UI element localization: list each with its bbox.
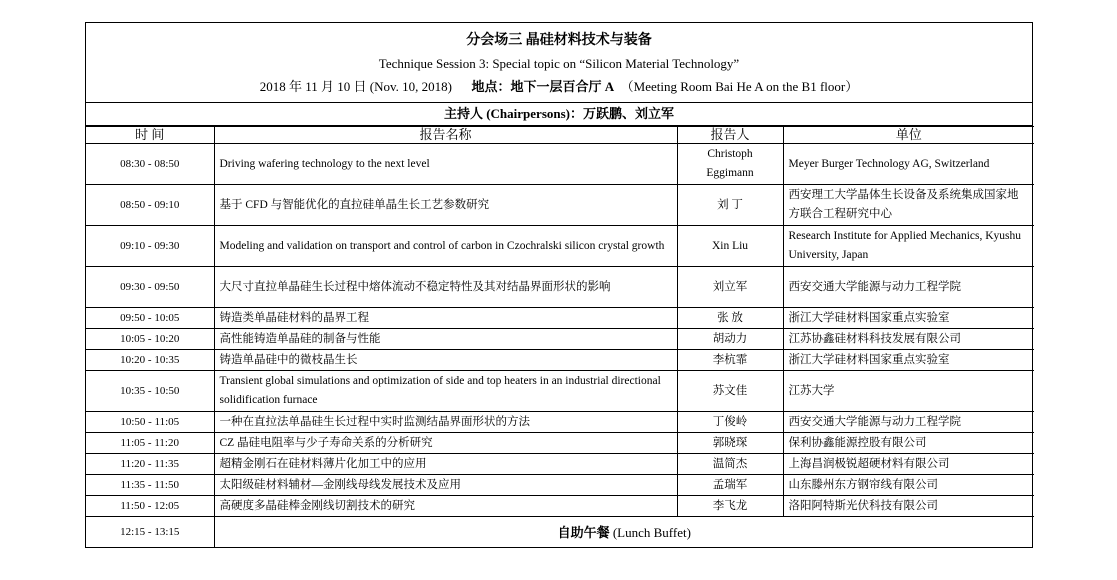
row-time: 10:05 - 10:20 [86, 329, 214, 350]
row-title: 高性能铸造单晶硅的制备与性能 [214, 329, 677, 350]
table-row [86, 350, 1034, 371]
table-row [86, 454, 1034, 475]
chairpersons [86, 103, 1032, 126]
row-title: 一种在直拉法单晶硅生长过程中实时监测结晶界面形状的方法 [214, 412, 677, 433]
table-row [86, 412, 1034, 433]
lunch-label-zh: 自助午餐 [557, 524, 610, 540]
row-affiliation: 江苏大学 [783, 371, 1034, 412]
row-time: 11:35 - 11:50 [86, 475, 214, 496]
session-location-label: 地点：地下一层百合厅 A [471, 79, 615, 94]
row-title: Driving wafering technology to the next level [214, 144, 677, 185]
row-title: 铸造单晶硅中的微枝晶生长 [214, 350, 677, 371]
row-speaker: 郭晓琛 [677, 433, 783, 454]
row-speaker: 孟瑞军 [677, 475, 783, 496]
row-speaker: 胡动力 [677, 329, 783, 350]
row-title: Modeling and validation on transport and control of carbon in Czochralski silicon crystal growth [214, 226, 677, 267]
row-speaker: 张 放 [677, 308, 783, 329]
row-speaker: 刘 丁 [677, 185, 783, 226]
row-affiliation: 保利协鑫能源控股有限公司 [783, 433, 1034, 454]
lunch-time: 12:15 - 13:15 [86, 517, 214, 548]
row-speaker: 李飞龙 [677, 496, 783, 517]
row-affiliation: 洛阳阿特斯光伏科技有限公司 [783, 496, 1034, 517]
table-row [86, 329, 1034, 350]
row-time: 11:05 - 11:20 [86, 433, 214, 454]
col-header-affiliation: 单位 [783, 127, 1034, 144]
row-affiliation: 西安交通大学能源与动力工程学院 [783, 267, 1034, 308]
session-title-en: Technique Session 3: Special topic on “Silicon Material Technology” [378, 56, 740, 71]
session-title-zh: 分会场三 晶硅材料技术与装备 [466, 33, 652, 48]
row-speaker: 苏文佳 [677, 371, 783, 412]
row-affiliation: 上海昌润极锐超硬材料有限公司 [783, 454, 1034, 475]
row-affiliation: 浙江大学硅材料国家重点实验室 [783, 350, 1034, 371]
row-affiliation: 江苏协鑫硅材料科技发展有限公司 [783, 329, 1034, 350]
row-time: 09:30 - 09:50 [86, 267, 214, 308]
row-time: 08:30 - 08:50 [86, 144, 214, 185]
col-header-title: 报告名称 [214, 127, 677, 144]
row-title: 大尺寸直拉单晶硅生长过程中熔体流动不稳定特性及其对结晶界面形状的影响 [214, 267, 677, 308]
table-header-row [86, 127, 1034, 144]
row-affiliation: Research Institute for Applied Mechanics, Kyushu University, Japan [783, 226, 1034, 267]
row-speaker: Christoph Eggimann [677, 144, 783, 185]
schedule-table [86, 126, 1034, 547]
row-title: 高硬度多晶硅棒金刚线切割技术的研究 [214, 496, 677, 517]
session-date-location [86, 75, 1032, 98]
row-affiliation: 浙江大学硅材料国家重点实验室 [783, 308, 1034, 329]
row-speaker: Xin Liu [677, 226, 783, 267]
table-row [86, 433, 1034, 454]
row-title: Transient global simulations and optimization of side and top heaters in an industrial directional solidification furnace [214, 371, 677, 412]
table-row [86, 496, 1034, 517]
col-header-time: 时 间 [86, 127, 214, 144]
lunch-label [214, 517, 1034, 548]
col-header-speaker: 报告人 [677, 127, 783, 144]
chairpersons-names: 万跃鹏、刘立军 [583, 106, 675, 121]
table-row [86, 185, 1034, 226]
table-row [86, 475, 1034, 496]
row-speaker: 李杭霏 [677, 350, 783, 371]
session-location-en: （Meeting Room Bai He A on the B1 floor） [620, 79, 859, 94]
table-row [86, 371, 1034, 412]
row-affiliation: 山东滕州东方钢帘线有限公司 [783, 475, 1034, 496]
table-row [86, 308, 1034, 329]
program-sheet [85, 22, 1033, 548]
chairpersons-label: 主持人 (Chairpersons)： [443, 106, 583, 121]
row-title: 铸造类单晶硅材料的晶界工程 [214, 308, 677, 329]
row-title: 超精金刚石在硅材料薄片化加工中的应用 [214, 454, 677, 475]
row-title: 太阳级硅材料辅材—金刚线母线发展技术及应用 [214, 475, 677, 496]
table-row [86, 226, 1034, 267]
row-title: 基于 CFD 与智能优化的直拉硅单晶生长工艺参数研究 [214, 185, 677, 226]
table-row [86, 267, 1034, 308]
row-affiliation: Meyer Burger Technology AG, Switzerland [783, 144, 1034, 185]
row-time: 10:20 - 10:35 [86, 350, 214, 371]
row-speaker: 丁俊岭 [677, 412, 783, 433]
row-time: 09:50 - 10:05 [86, 308, 214, 329]
row-time: 09:10 - 09:30 [86, 226, 214, 267]
row-affiliation: 西安交通大学能源与动力工程学院 [783, 412, 1034, 433]
row-affiliation: 西安理工大学晶体生长设备及系统集成国家地方联合工程研究中心 [783, 185, 1034, 226]
row-time: 08:50 - 09:10 [86, 185, 214, 226]
lunch-row [86, 517, 1034, 548]
row-title: CZ 晶硅电阻率与少子寿命关系的分析研究 [214, 433, 677, 454]
row-time: 11:50 - 12:05 [86, 496, 214, 517]
row-speaker: 刘立军 [677, 267, 783, 308]
row-speaker: 温简杰 [677, 454, 783, 475]
table-row [86, 144, 1034, 185]
session-date: 2018 年 11 月 10 日 (Nov. 10, 2018) [259, 79, 452, 94]
row-time: 10:35 - 10:50 [86, 371, 214, 412]
row-time: 10:50 - 11:05 [86, 412, 214, 433]
session-header [86, 23, 1032, 103]
row-time: 11:20 - 11:35 [86, 454, 214, 475]
lunch-label-en: (Lunch Buffet) [612, 524, 691, 540]
